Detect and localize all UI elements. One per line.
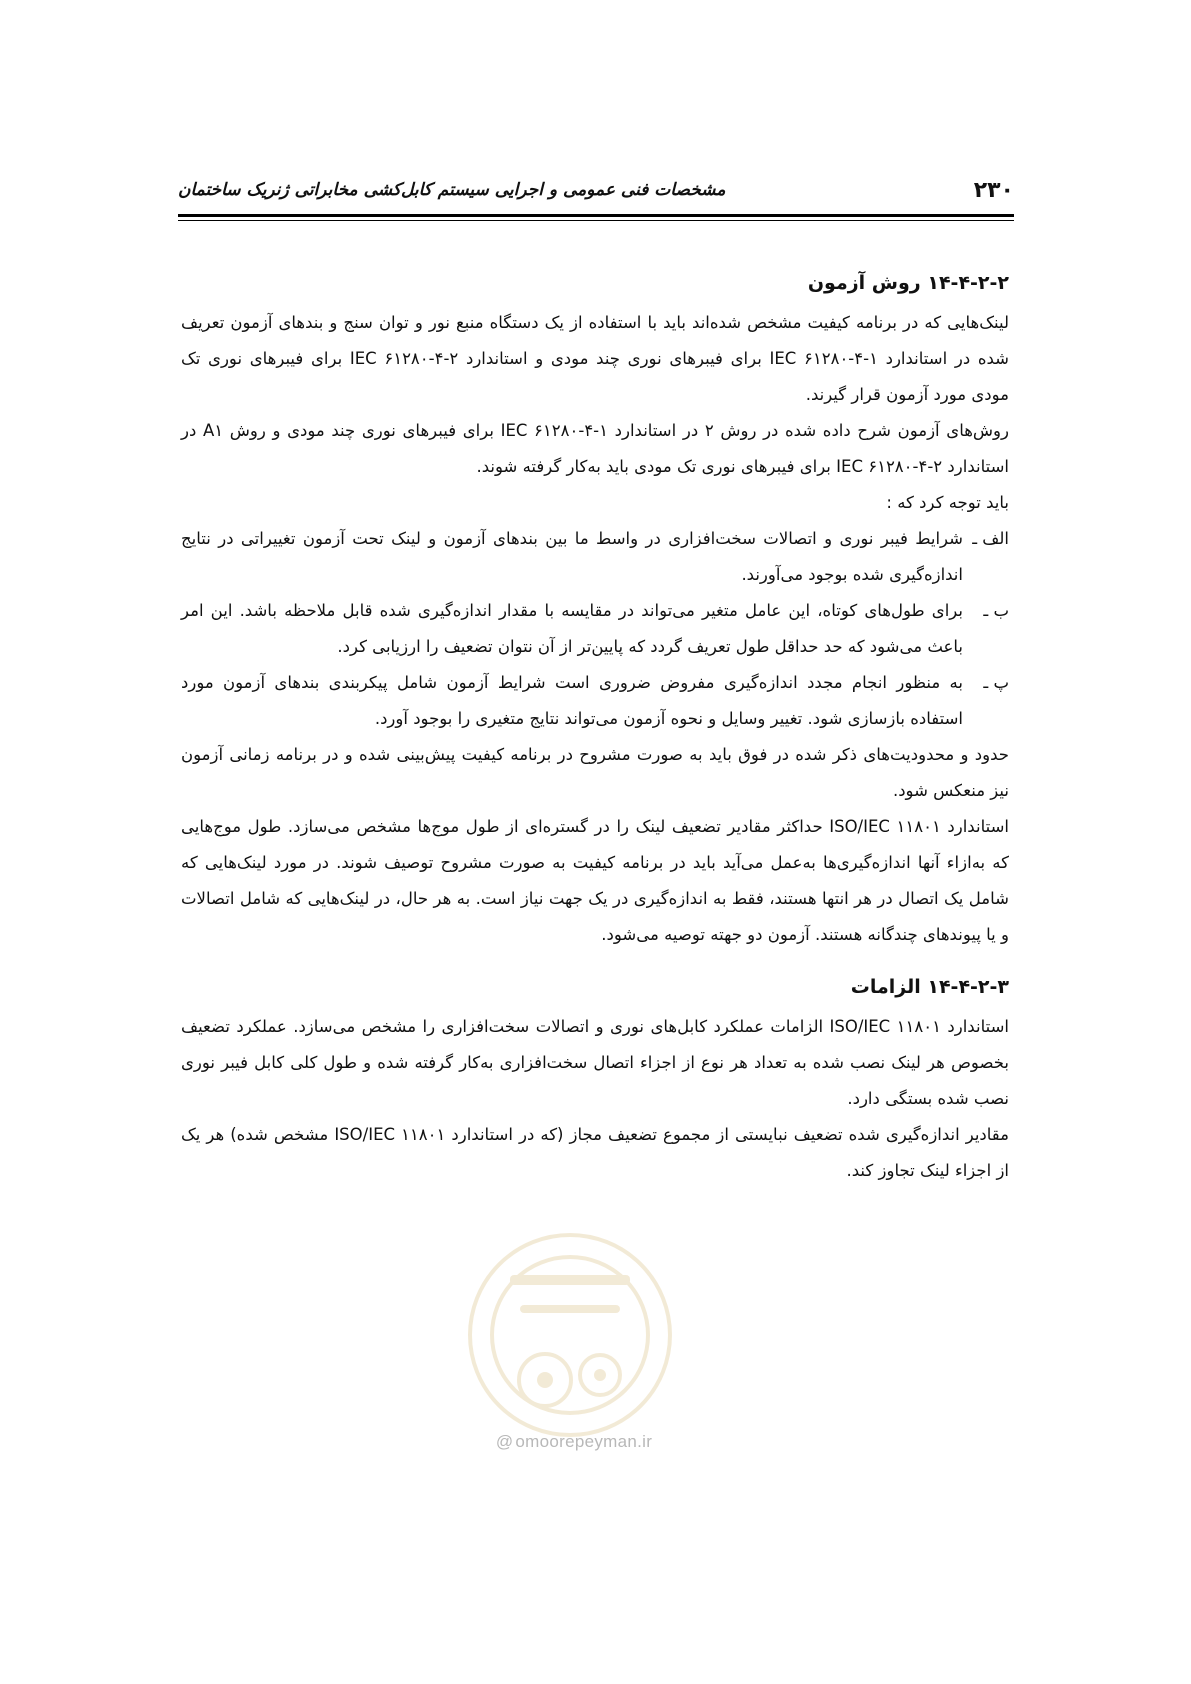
paragraph: استاندارد ISO/IEC ۱۱۸۰۱ حداکثر مقادیر تضعیف لینک را در گستره‌ای از طول موج‌ها مشخص می‌سازد. طول موج‌هایی که به‌ازاء آنها اندازه‌گیری‌ها به‌عمل می‌آید باید در برنامه کیفیت به صورت مشروح توصیف شوند. در مورد لینک‌هایی که شامل یک اتصال در هر انتها هستند، فقط به اندازه‌گیری در یک جهت نیاز است. به هر حال، در لینک‌هایی که شامل اتصالات و یا پیوندهای چندگانه هستند. آزمون دو جهته توصیه می‌شود. [181,817,1009,944]
running-title: مشخصات فنی عمومی و اجرایی سیستم کابل‌کشی مخابراتی ژنریک ساختمان [178,180,726,200]
header-rule-thick [178,214,1014,217]
watermark-logo-icon [450,1215,690,1455]
paragraph: حدود و محدودیت‌های ذکر شده در فوق باید به صورت مشروح در برنامه کیفیت پیش‌بینی شده و در برنامه زمانی آزمون نیز منعکس شود. [181,745,1009,800]
watermark-url [454,1432,694,1452]
paragraph: مقادیر اندازه‌گیری شده تضعیف نبایستی از مجموع تضعیف مجاز (که در استاندارد ISO/IEC ۱۱۸۰۱ مشخص شده) هر یک از اجزاء لینک تجاوز کند. [181,1125,1009,1180]
body-content [181,265,1009,1189]
list-item [181,593,1009,665]
list-marker: الف ـ [972,529,1009,548]
paragraph: باید توجه کرد که : [886,493,1009,512]
list-item-text: به منظور انجام مجدد اندازه‌گیری مفروض ضروری است شرایط آزمون شامل پیکربندی بندهای آزمون مورد استفاده بازسازی شود. تغییر وسایل و نحوه آزمون می‌تواند نتایج متغیری را بوجود آورد. [181,673,963,728]
list-item [181,665,1009,737]
paragraph: روش‌های آزمون شرح داده شده در روش ۲ در استاندارد IEC ۶۱۲۸۰-۴-۱ برای فیبرهای نوری چند مودی و روش A۱ در استاندارد IEC ۶۱۲۸۰-۴-۲ برای فیبرهای نوری تک مودی باید به‌کار گرفته شوند. [181,421,1009,476]
list-item-text: برای طول‌های کوتاه، این عامل متغیر می‌تواند در مقایسه با مقدار اندازه‌گیری شده قابل ملاحظه باشد. این امر باعث می‌شود که حد حداقل طول تعریف گردد که پایین‌تر از آن نتوان تضعیف را ارزیابی کرد. [181,601,963,656]
paragraph: لینک‌هایی که در برنامه کیفیت مشخص شده‌اند باید با استفاده از یک دستگاه منبع نور و توان سنج و بندهای آزمون تعریف شده در استاندارد IEC ۶۱۲۸۰-۴-۱ برای فیبرهای نوری چند مودی و استاندارد IEC ۶۱۲۸۰-۴-۲ برای فیبرهای نوری تک مودی مورد آزمون قرار گیرند. [181,313,1009,404]
paragraph: استاندارد ISO/IEC ۱۱۸۰۱ الزامات عملکرد کابل‌های نوری و اتصالات سخت‌افزاری را مشخص می‌سازد. عملکرد تضعیف بخصوص هر لینک نصب شده به تعداد هر نوع از اجزاء اتصال سخت‌افزاری به‌کار گرفته شده و طول کلی کابل فیبر نوری نصب شده بستگی دارد. [181,1017,1009,1108]
at-icon: @ [495,1432,514,1451]
section-heading-requirements: ۱۴-۴-۲-۳ الزامات [850,976,1009,998]
watermark-url-text: omoorepeyman.ir [515,1432,653,1451]
list-marker: ب ـ [983,601,1009,620]
page-header [178,178,1014,214]
list-item [181,521,1009,593]
list-item-text: شرایط فیبر نوری و اتصالات سخت‌افزاری در واسط ما بین بندهای آزمون و لینک تحت آزمون تغییراتی در نتایج اندازه‌گیری شده بوجود می‌آورند. [181,529,963,584]
list-marker: پ ـ [983,673,1009,692]
section-heading-test-method: ۱۴-۴-۲-۲ روش آزمون [807,272,1009,294]
header-rule-thin [178,220,1014,221]
page-number: ۲۳۰ [973,178,1014,203]
